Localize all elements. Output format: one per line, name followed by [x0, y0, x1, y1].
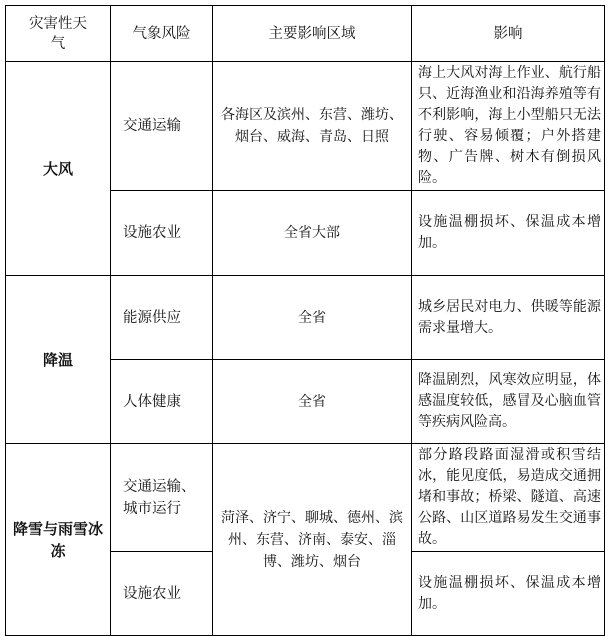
area-cell: 全省 — [213, 276, 412, 360]
weather-risk-table — [5, 5, 605, 636]
header-area: 主要影响区域 — [213, 6, 412, 62]
table-header-row — [6, 6, 605, 62]
impact-cell: 海上大风对海上作业、航行船只、近海渔业和沿海养殖等有不利影响，海上小型船只无法行驶、容易倾覆；户外搭建物、广告牌、树木有倒损风险。 — [412, 62, 605, 191]
impact-cell: 降温剧烈，风寒效应明显，体感温度较低，感冒及心脑血管等疾病风险高。 — [412, 360, 605, 444]
area-cell-merged: 菏泽、济宁、聊城、德州、滨州、东营、济南、泰安、淄博、潍坊、烟台 — [213, 444, 412, 636]
impact-cell: 部分路段路面湿滑或积雪结冰，能见度低，易造成交通拥堵和事故；桥梁、隧道、高速公路、山区道路易发生交通事故。 — [412, 444, 605, 552]
area-cell: 全省 — [213, 360, 412, 444]
risk-cell: 交通运输 — [111, 62, 213, 191]
area-cell: 各海区及滨州、东营、潍坊、烟台、威海、青岛、日照 — [213, 62, 412, 191]
risk-cell: 能源供应 — [111, 276, 213, 360]
impact-cell: 城乡居民对电力、供暖等能源需求量增大。 — [412, 276, 605, 360]
risk-cell: 交通运输、城市运行 — [111, 444, 213, 552]
table-row — [6, 444, 605, 552]
header-risk: 气象风险 — [111, 6, 213, 62]
header-hazard: 灾害性天气 — [6, 6, 111, 62]
hazard-cell: 大风 — [6, 62, 111, 276]
impact-cell: 设施温棚损坏、保温成本增加。 — [412, 191, 605, 276]
table-row — [6, 62, 605, 191]
risk-cell: 设施农业 — [111, 191, 213, 276]
risk-cell: 设施农业 — [111, 552, 213, 636]
risk-cell: 人体健康 — [111, 360, 213, 444]
header-impact: 影响 — [412, 6, 605, 62]
table-row — [6, 276, 605, 360]
hazard-cell: 降雪与雨雪冰冻 — [6, 444, 111, 636]
hazard-cell: 降温 — [6, 276, 111, 444]
area-cell: 全省大部 — [213, 191, 412, 276]
impact-cell: 设施温棚损坏、保温成本增加。 — [412, 552, 605, 636]
document-page — [5, 5, 605, 636]
